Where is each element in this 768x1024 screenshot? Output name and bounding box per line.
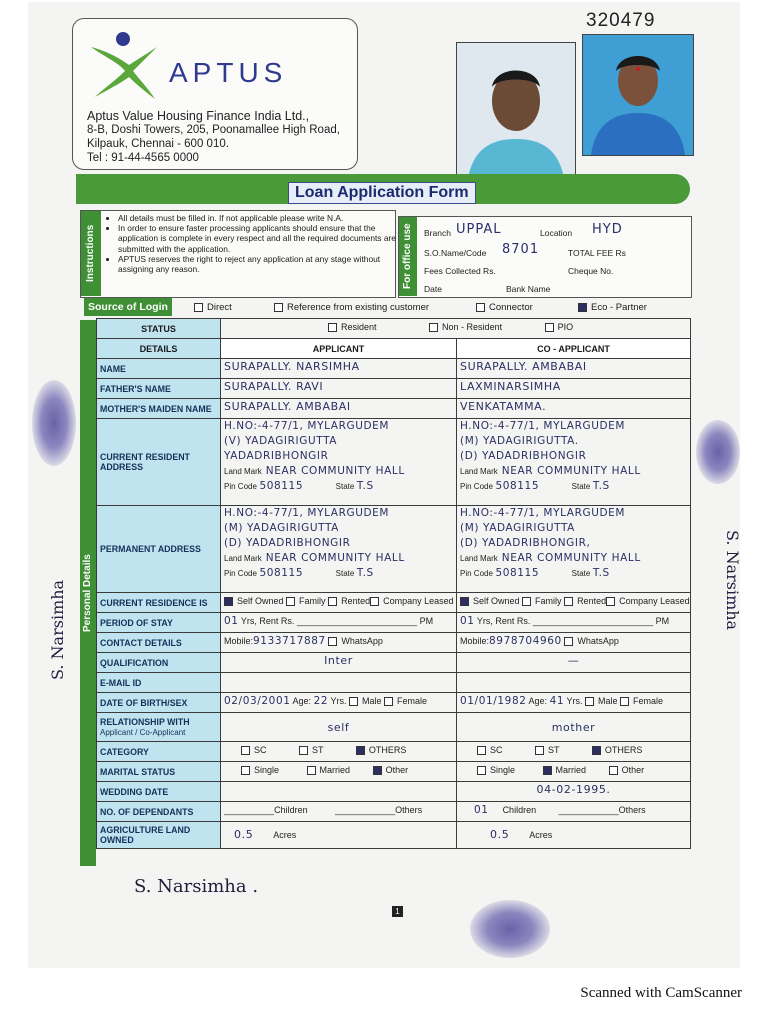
location-label: Location bbox=[540, 228, 573, 238]
thumbprint-icon bbox=[32, 380, 76, 466]
login-option-connector[interactable]: Connector bbox=[476, 302, 533, 313]
marital-label: MARITAL STATUS bbox=[97, 762, 221, 782]
co-applicant-mother[interactable]: VENKATAMMA. bbox=[460, 400, 547, 413]
checkbox-icon bbox=[274, 303, 283, 312]
applicant-relationship[interactable]: self bbox=[327, 720, 350, 734]
checkbox-icon bbox=[194, 303, 203, 312]
dependants-label: NO. OF DEPENDANTS bbox=[97, 802, 221, 822]
table-row bbox=[97, 359, 691, 379]
company-name: Aptus Value Housing Finance India Ltd., bbox=[87, 109, 310, 123]
left-margin-signature: S. Narsimha bbox=[48, 579, 67, 680]
instruction-item: • APTUS reserves the right to reject any application at any stage without assigning any reason. bbox=[118, 254, 404, 274]
applicant-qualification[interactable]: Inter bbox=[324, 654, 353, 667]
form-number: 320479 bbox=[586, 10, 656, 31]
table-row bbox=[97, 822, 691, 849]
father-label: FATHER'S NAME bbox=[97, 379, 221, 399]
contact-label: CONTACT DETAILS bbox=[97, 633, 221, 653]
scanner-watermark: Scanned with CamScanner bbox=[580, 985, 742, 1001]
header-row bbox=[97, 339, 691, 359]
table-row bbox=[97, 693, 691, 713]
instructions-list bbox=[106, 213, 404, 274]
bottom-signature: S. Narsimha . bbox=[134, 876, 259, 897]
co-applicant-qualification[interactable]: — bbox=[567, 654, 580, 667]
office-use-tab: For office use bbox=[399, 217, 417, 296]
co-applicant-marital[interactable]: Single Married Other bbox=[457, 762, 691, 782]
status-pio[interactable]: PIO bbox=[545, 322, 574, 332]
co-applicant-category[interactable]: SC ST OTHERS bbox=[457, 742, 691, 762]
status-non-resident[interactable]: Non - Resident bbox=[429, 322, 502, 332]
co-applicant-agri[interactable]: 0.5 Acres bbox=[457, 822, 691, 849]
table-row bbox=[97, 762, 691, 782]
permanent-address-label: PERMANENT ADDRESS bbox=[97, 506, 221, 593]
fees-collected-label: Fees Collected Rs. bbox=[424, 266, 496, 276]
applicant-email[interactable] bbox=[221, 673, 457, 693]
bank-label: Bank Name bbox=[506, 284, 551, 294]
person-photo-icon bbox=[583, 35, 693, 155]
applicant-name[interactable]: SURAPALLY. NARSIMHA bbox=[224, 360, 360, 373]
table-row bbox=[97, 713, 691, 742]
co-applicant-photo bbox=[582, 34, 694, 156]
brand-name: APTUS bbox=[169, 57, 288, 88]
co-applicant-wedding[interactable]: 04-02-1995. bbox=[536, 783, 611, 796]
company-address-2: Kilpauk, Chennai - 600 010. bbox=[87, 138, 229, 150]
checkbox-checked-icon bbox=[578, 303, 587, 312]
date-label: Date bbox=[424, 284, 442, 294]
table-row bbox=[97, 613, 691, 633]
mother-label: MOTHER'S MAIDEN NAME bbox=[97, 399, 221, 419]
co-applicant-father[interactable]: LAXMINARSIMHA bbox=[460, 380, 561, 393]
agri-label: AGRICULTURE LAND OWNED bbox=[97, 822, 221, 849]
company-phone: Tel : 91-44-4565 0000 bbox=[87, 152, 199, 164]
status-row bbox=[97, 319, 691, 339]
status-label: STATUS bbox=[97, 319, 221, 339]
applicant-residence[interactable]: Self Owned Family Rented Company Leased bbox=[221, 593, 457, 613]
applicant-current-address[interactable]: H.NO:-4-77/1, MYLARGUDEM (V) YADAGIRIGUTTA YADADRIBHONGIR Land Mark NEAR COMMUNITY HALL Pin Code 508115 State T.S bbox=[221, 419, 457, 506]
table-row bbox=[97, 782, 691, 802]
co-applicant-permanent-address[interactable]: H.NO:-4-77/1, MYLARGUDEM (M) YADAGIRIGUTTA (D) YADADRIBHONGIR, Land Mark NEAR COMMUNITY HALL Pin Code 508115 State T.S bbox=[457, 506, 691, 593]
table-row bbox=[97, 593, 691, 613]
branch-value[interactable]: UPPAL bbox=[456, 222, 502, 237]
applicant-header: APPLICANT bbox=[221, 339, 457, 359]
instructions-tab: Instructions bbox=[81, 211, 101, 296]
person-photo-icon bbox=[457, 43, 575, 185]
page-number: 1 bbox=[392, 906, 403, 917]
applicant-mother[interactable]: SURAPALLY. AMBABAI bbox=[224, 400, 351, 413]
branch-label: Branch bbox=[424, 228, 451, 238]
co-applicant-dob[interactable]: 01/01/1982 Age: 41 Yrs. Male Female bbox=[457, 693, 691, 713]
applicant-photo bbox=[456, 42, 576, 186]
table-row bbox=[97, 419, 691, 506]
table-row bbox=[97, 802, 691, 822]
instruction-item: • All details must be filled in. If not applicable please write N.A. bbox=[118, 213, 404, 223]
table-row bbox=[97, 399, 691, 419]
checkbox-icon bbox=[476, 303, 485, 312]
applicant-dob[interactable]: 02/03/2001 Age: 22 Yrs. Male Female bbox=[221, 693, 457, 713]
location-value[interactable]: HYD bbox=[592, 222, 623, 237]
table-row bbox=[97, 653, 691, 673]
co-applicant-residence[interactable]: Self Owned Family Rented Company Leased bbox=[457, 593, 691, 613]
qualification-label: QUALIFICATION bbox=[97, 653, 221, 673]
co-applicant-contact[interactable]: Mobile:8978704960 WhatsApp bbox=[457, 633, 691, 653]
applicant-father[interactable]: SURAPALLY. RAVI bbox=[224, 380, 324, 393]
personal-details-tab: Personal Details bbox=[80, 320, 96, 866]
co-applicant-relationship[interactable]: mother bbox=[551, 720, 596, 734]
table-row bbox=[97, 673, 691, 693]
aptus-logo-icon bbox=[85, 27, 165, 107]
login-option-direct[interactable]: Direct bbox=[194, 302, 232, 313]
right-margin-signature: S. Narsimha bbox=[723, 530, 742, 631]
period-label: PERIOD OF STAY bbox=[97, 613, 221, 633]
instruction-item: • In order to ensure faster processing applicants should ensure that the application is complete in every respect and all the required documents are submitted with the application. bbox=[118, 223, 404, 254]
table-row bbox=[97, 379, 691, 399]
co-applicant-header: CO - APPLICANT bbox=[457, 339, 691, 359]
email-label: E-MAIL ID bbox=[97, 673, 221, 693]
company-details bbox=[87, 109, 340, 165]
co-applicant-email[interactable] bbox=[457, 673, 691, 693]
table-row bbox=[97, 506, 691, 593]
name-label: NAME bbox=[97, 359, 221, 379]
thumbprint-icon bbox=[696, 420, 740, 484]
company-address-1: 8-B, Doshi Towers, 205, Poonamallee High Road, bbox=[87, 124, 340, 136]
thumbprint-icon bbox=[470, 900, 550, 958]
source-of-login-label: Source of Login bbox=[84, 298, 172, 316]
table-row bbox=[97, 742, 691, 762]
applicant-contact[interactable]: Mobile:9133717887 WhatsApp bbox=[221, 633, 457, 653]
co-applicant-dependants[interactable]: 01 Children ____________Others bbox=[457, 802, 691, 822]
applicant-permanent-address[interactable]: H.NO:-4-77/1, MYLARGUDEM (M) YADAGIRIGUTTA (D) YADADRIBHONGIR Land Mark NEAR COMMUNITY HALL Pin Code 508115 State T.S bbox=[221, 506, 457, 593]
residence-label: CURRENT RESIDENCE IS bbox=[97, 593, 221, 613]
applicant-agri[interactable]: 0.5 Acres bbox=[221, 822, 457, 849]
table-row bbox=[97, 633, 691, 653]
applicant-period[interactable]: 01 Yrs, Rent Rs. ________________________ PM bbox=[221, 613, 457, 633]
cheque-label: Cheque No. bbox=[568, 266, 614, 276]
dob-label: DATE OF BIRTH/SEX bbox=[97, 693, 221, 713]
fee-label: TOTAL FEE Rs bbox=[568, 248, 626, 258]
form-title: Loan Application Form bbox=[288, 182, 476, 204]
status-resident[interactable]: Resident bbox=[328, 322, 377, 332]
applicant-category[interactable]: SC ST OTHERS bbox=[221, 742, 457, 762]
relationship-label: RELATIONSHIP WITH Applicant / Co-Applicant bbox=[97, 713, 221, 742]
wedding-label: WEDDING DATE bbox=[97, 782, 221, 802]
category-label: CATEGORY bbox=[97, 742, 221, 762]
company-logo-box bbox=[72, 18, 358, 170]
co-applicant-period[interactable]: 01 Yrs, Rent Rs. ________________________ PM bbox=[457, 613, 691, 633]
co-applicant-name[interactable]: SURAPALLY. AMBABAI bbox=[460, 360, 587, 373]
status-options bbox=[221, 319, 691, 339]
so-label: S.O.Name/Code bbox=[424, 248, 487, 258]
login-option-reference[interactable]: Reference from existing customer bbox=[274, 302, 429, 313]
details-table bbox=[96, 318, 691, 849]
so-value[interactable]: 8701 bbox=[502, 242, 540, 257]
applicant-marital[interactable]: Single Married Other bbox=[221, 762, 457, 782]
source-of-login-row bbox=[84, 298, 690, 318]
co-applicant-current-address[interactable]: H.NO:-4-77/1, MYLARGUDEM (M) YADAGIRIGUTTA. (D) YADADRIBHONGIR Land Mark NEAR COMMUNITY HALL Pin Code 508115 State T.S bbox=[457, 419, 691, 506]
details-header: DETAILS bbox=[97, 339, 221, 359]
login-option-eco-partner[interactable]: Eco - Partner bbox=[578, 302, 647, 313]
current-address-label: CURRENT RESIDENT ADDRESS bbox=[97, 419, 221, 506]
applicant-dependants[interactable]: __________Children ____________Others bbox=[221, 802, 457, 822]
